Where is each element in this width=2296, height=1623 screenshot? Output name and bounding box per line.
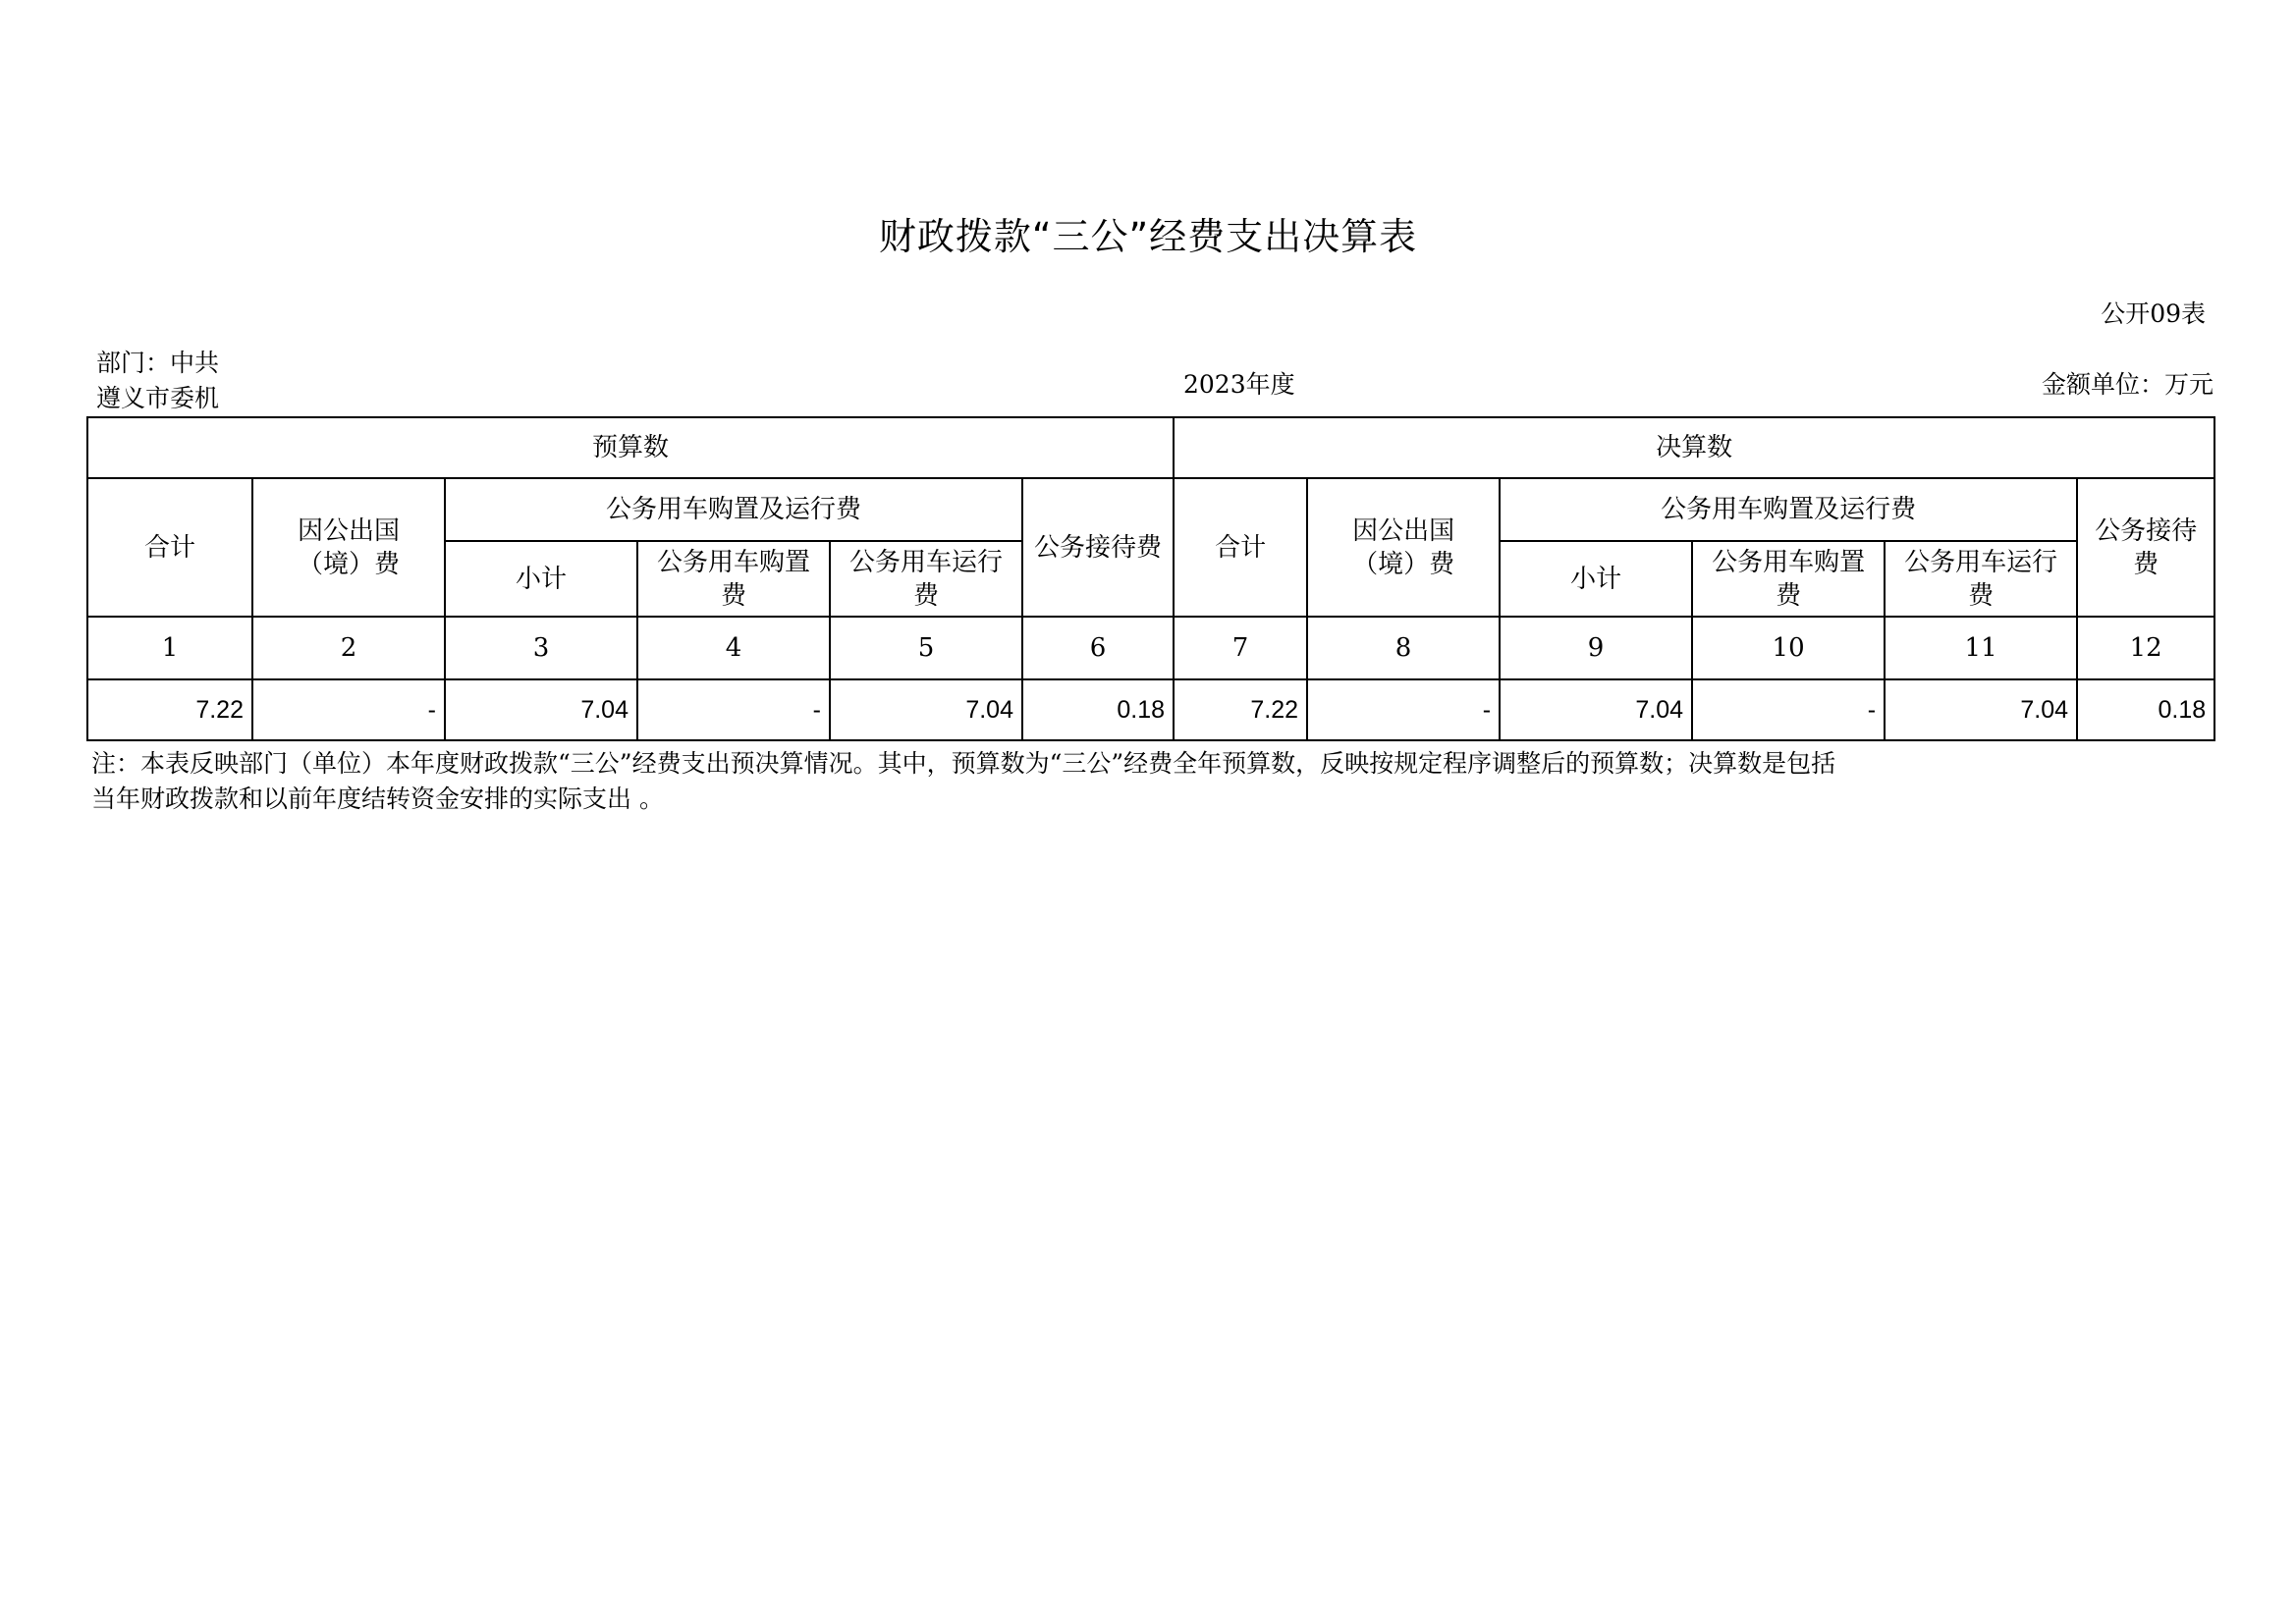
budget-running-header (830, 541, 1022, 617)
final-running-header-line-1: 公务用车运行 (1904, 547, 2058, 577)
final-reception-header-line-1: 公务接待 (2095, 515, 2198, 546)
column-number: 2 (252, 617, 445, 679)
final-abroad-header (1307, 478, 1500, 617)
header-row-groups (87, 417, 2214, 478)
final-reception-header (2077, 478, 2214, 617)
final-purchase-header-line-2: 费 (1776, 580, 1802, 611)
budget-running-header-line-2: 费 (912, 580, 939, 611)
column-number: 1 (87, 617, 252, 679)
budget-running-header-line-1: 公务用车运行 (848, 547, 1003, 577)
final-abroad-header-line-2: （境）费 (1352, 549, 1455, 579)
value-cell: 7.04 (830, 679, 1022, 740)
department-label (96, 346, 219, 416)
final-abroad-header-line-1: 因公出国 (1352, 515, 1455, 546)
budget-subtotal-header: 小计 (445, 541, 637, 617)
budget-purchase-header-line-2: 费 (720, 580, 746, 611)
three-public-expenses-table (86, 416, 2215, 741)
column-number: 8 (1307, 617, 1500, 679)
fiscal-year: 2023年度 (1183, 370, 1295, 399)
column-number: 11 (1885, 617, 2077, 679)
final-running-header-line-2: 费 (1968, 580, 1995, 611)
value-cell: - (1307, 679, 1500, 740)
final-vehicle-header: 公务用车购置及运行费 (1500, 478, 2077, 541)
budget-purchase-header (637, 541, 830, 617)
budget-vehicle-header: 公务用车购置及运行费 (445, 478, 1022, 541)
final-total-header: 合计 (1174, 478, 1307, 617)
value-cell: 0.18 (2077, 679, 2214, 740)
final-running-header (1885, 541, 2077, 617)
column-number: 4 (637, 617, 830, 679)
final-group-header: 决算数 (1174, 417, 2214, 478)
footnote-line-2: 当年财政拨款和以前年度结转资金安排的实际支出 。 (91, 784, 664, 813)
form-number: 公开09表 (2101, 299, 2206, 328)
column-number: 12 (2077, 617, 2214, 679)
final-subtotal-header: 小计 (1500, 541, 1692, 617)
value-cell: 7.22 (87, 679, 252, 740)
footnote (91, 746, 2213, 817)
column-number: 10 (1692, 617, 1885, 679)
value-cell: - (1692, 679, 1885, 740)
department-line-1: 部门：中共 (96, 349, 220, 377)
column-number: 9 (1500, 617, 1692, 679)
column-number: 3 (445, 617, 637, 679)
value-cell: 7.22 (1174, 679, 1307, 740)
column-number: 7 (1174, 617, 1307, 679)
final-purchase-header (1692, 541, 1885, 617)
value-cell: 7.04 (445, 679, 637, 740)
value-cell: - (252, 679, 445, 740)
budget-purchase-header-line-1: 公务用车购置 (656, 547, 810, 577)
column-number: 5 (830, 617, 1022, 679)
budget-abroad-header-line-1: 因公出国 (297, 515, 400, 546)
column-number-row (87, 617, 2214, 679)
value-cell: 7.04 (1500, 679, 1692, 740)
page-title: 财政拨款“三公”经费支出决算表 (878, 215, 1418, 258)
value-cell: 0.18 (1022, 679, 1174, 740)
value-row (87, 679, 2214, 740)
department-line-2: 遵义市委机 (96, 384, 220, 412)
currency-unit: 金额单位：万元 (2041, 370, 2214, 399)
final-purchase-header-line-1: 公务用车购置 (1712, 547, 1866, 577)
budget-reception-header: 公务接待费 (1022, 478, 1174, 617)
value-cell: - (637, 679, 830, 740)
budget-abroad-header-line-2: （境）费 (297, 549, 400, 579)
column-number: 6 (1022, 617, 1174, 679)
budget-abroad-header (252, 478, 445, 617)
header-row-categories (87, 478, 2214, 541)
footnote-line-1: 注：本表反映部门（单位）本年度财政拨款“三公”经费支出预决算情况。其中，预算数为“三公”经费全年预算数，反映按规定程序调整后的预算数；决算数是包括 (91, 749, 1836, 778)
final-reception-header-line-2: 费 (2133, 549, 2159, 579)
budget-total-header: 合计 (87, 478, 252, 617)
budget-group-header: 预算数 (87, 417, 1174, 478)
value-cell: 7.04 (1885, 679, 2077, 740)
